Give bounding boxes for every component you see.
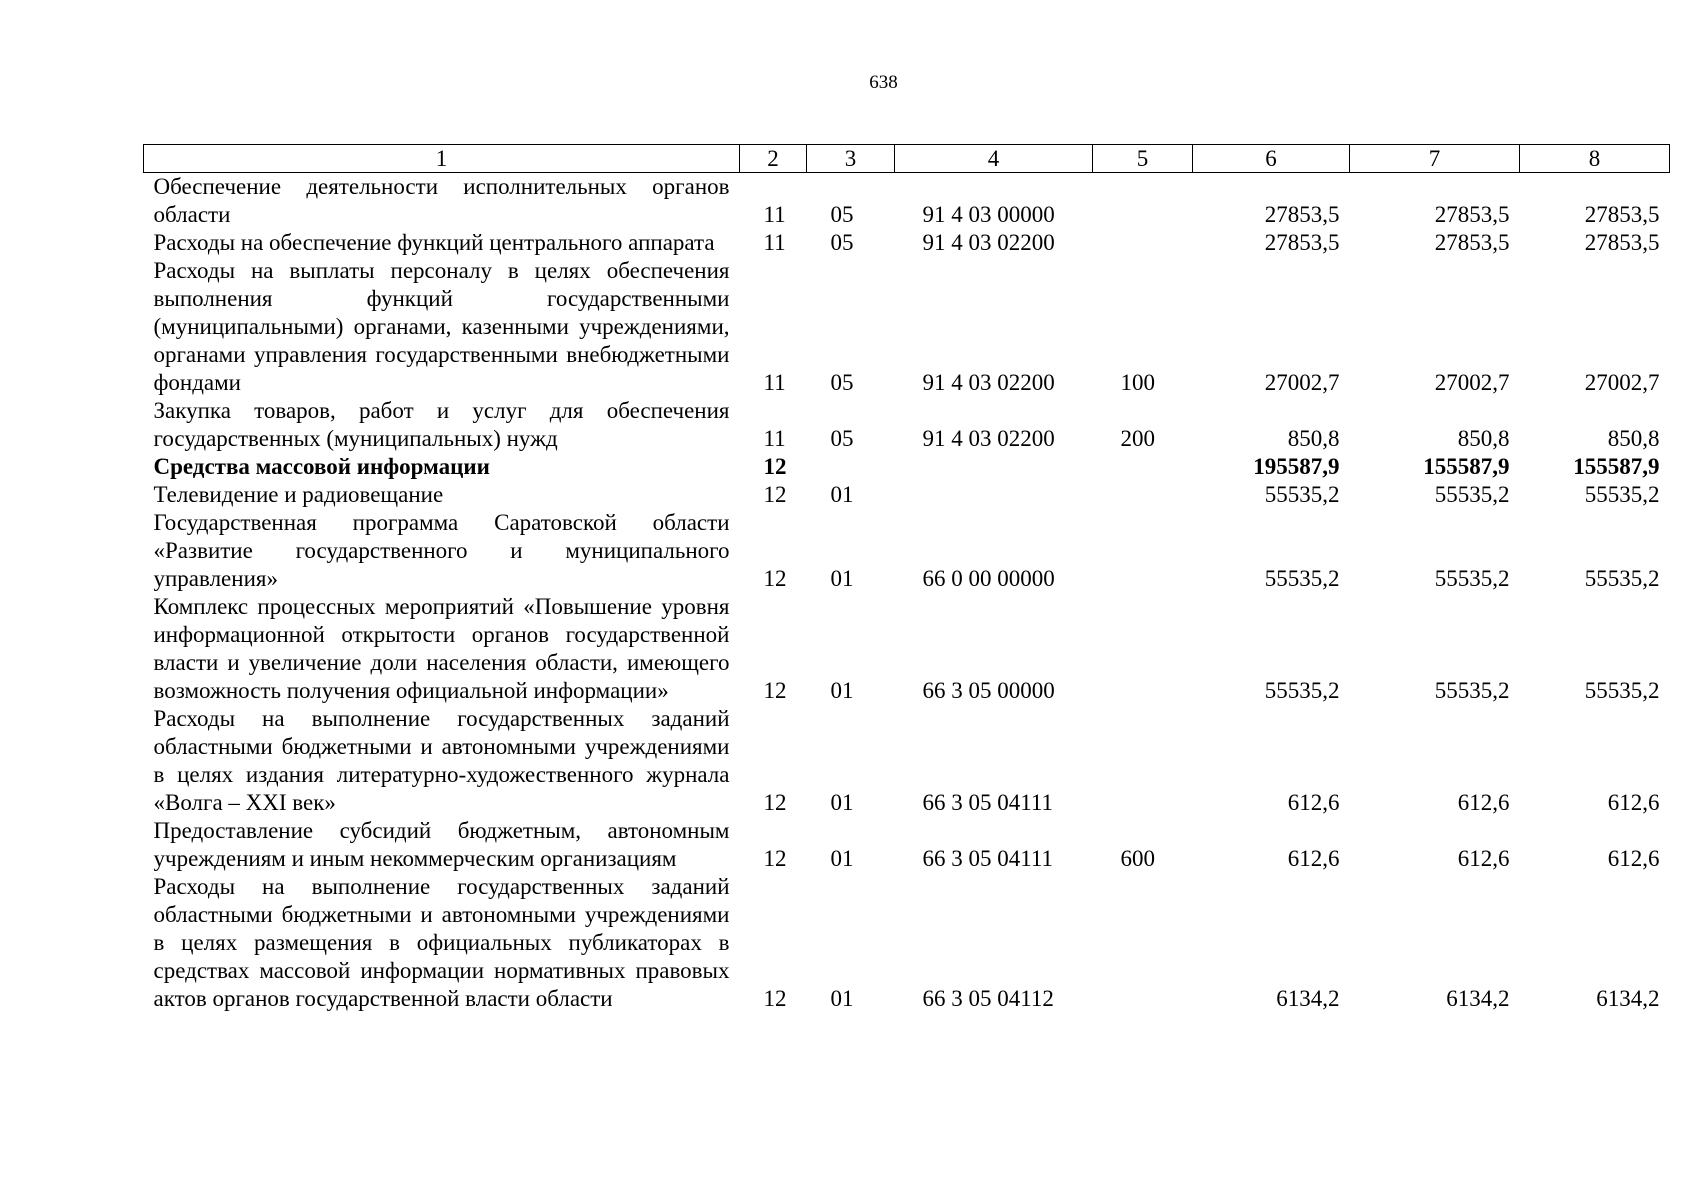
row-value-8: 27853,5 (1584, 202, 1660, 227)
row-target-article: 66 3 05 00000 (922, 678, 1055, 703)
row-target-article (895, 453, 1093, 481)
row-value-6: 27002,7 (1264, 370, 1340, 395)
row-name: Расходы на выплаты персоналу в целях обеспечения выполнения функций государственными (муниципальными) органами, казенными учреждениями, органами управления государственными внебюджетными фондами (153, 258, 730, 395)
column-header-3: 3 (807, 145, 895, 173)
row-value-6: 195587,9 (1253, 454, 1340, 479)
table-row (144, 173, 1670, 230)
row-section: 11 (763, 230, 786, 255)
table-row (144, 873, 1670, 1013)
row-expense-type: 600 (1120, 846, 1155, 871)
table-row (144, 705, 1670, 817)
row-section: 12 (763, 986, 787, 1011)
row-name: Комплекс процессных мероприятий «Повышение уровня информационной открытости органов государственной власти и увеличение доли населения области, имеющего возможность получения официальной информации» (153, 594, 730, 703)
page-number: 638 (869, 72, 898, 93)
column-header-1: 1 (144, 145, 740, 173)
row-value-7: 612,6 (1457, 790, 1510, 815)
row-subsection: 01 (830, 678, 854, 703)
row-expense-type (1093, 229, 1193, 257)
row-target-article: 91 4 03 02200 (922, 426, 1055, 451)
row-value-8: 27002,7 (1584, 370, 1660, 395)
table-row (144, 397, 1670, 453)
row-value-6: 55535,2 (1264, 678, 1340, 703)
row-value-6: 27853,5 (1264, 230, 1340, 255)
row-name: Расходы на выполнение государственных заданий областными бюджетными и автономными учреждениями в целях размещения в официальных публикаторах в средствах массовой информации нормативных правовых актов органов государственной власти области (153, 874, 730, 1011)
row-expense-type (1093, 705, 1193, 817)
table-row (144, 257, 1670, 397)
row-value-7: 55535,2 (1434, 482, 1510, 507)
row-value-7: 6134,2 (1446, 986, 1510, 1011)
row-section: 12 (763, 566, 787, 591)
row-value-8: 55535,2 (1584, 566, 1660, 591)
row-value-6: 6134,2 (1276, 986, 1340, 1011)
row-section: 12 (763, 678, 787, 703)
row-section: 12 (763, 454, 787, 479)
row-section: 12 (763, 482, 787, 507)
column-header-7: 7 (1350, 145, 1520, 173)
row-value-6: 55535,2 (1264, 482, 1340, 507)
row-value-8: 27853,5 (1584, 230, 1660, 255)
row-expense-type (1093, 593, 1193, 705)
row-name: Средства массовой информации (153, 454, 490, 479)
row-value-6: 612,6 (1287, 790, 1340, 815)
row-target-article: 66 0 00 00000 (922, 566, 1055, 591)
row-target-article: 66 3 05 04111 (922, 790, 1054, 815)
column-header-6: 6 (1193, 145, 1350, 173)
row-subsection: 01 (830, 790, 854, 815)
row-target-article (895, 481, 1093, 509)
row-section: 11 (763, 426, 786, 451)
row-name: Расходы на выполнение государственных заданий областными бюджетными и автономными учреждениями в целях издания литературно-художественного журнала «Волга – XXI век» (153, 706, 730, 815)
row-section: 12 (763, 790, 787, 815)
row-subsection: 01 (830, 986, 854, 1011)
row-value-8: 55535,2 (1584, 482, 1660, 507)
row-section: 11 (763, 370, 786, 395)
table-row (144, 817, 1670, 873)
row-expense-type (1093, 173, 1193, 230)
row-subsection: 01 (830, 482, 854, 507)
row-value-8: 850,8 (1607, 426, 1660, 451)
row-section: 11 (763, 202, 786, 227)
row-expense-type (1093, 873, 1193, 1013)
row-subsection (807, 453, 895, 481)
table-row (144, 229, 1670, 257)
row-expense-type (1093, 509, 1193, 593)
row-value-7: 27853,5 (1434, 230, 1510, 255)
row-target-article: 66 3 05 04112 (922, 986, 1054, 1011)
row-value-7: 155587,9 (1423, 454, 1510, 479)
row-target-article: 91 4 03 00000 (922, 202, 1055, 227)
row-value-7: 850,8 (1457, 426, 1510, 451)
row-target-article: 91 4 03 02200 (922, 230, 1055, 255)
row-name: Предоставление субсидий бюджетным, автономным учреждениям и иным некоммерческим организациям (153, 818, 730, 871)
row-subsection: 05 (830, 370, 854, 395)
table-row (144, 593, 1670, 705)
row-expense-type: 100 (1120, 370, 1155, 395)
row-value-8: 155587,9 (1573, 454, 1660, 479)
row-name: Государственная программа Саратовской области «Развитие государственного и муниципального управления» (153, 510, 730, 591)
row-name: Расходы на обеспечение функций центрального аппарата (153, 230, 715, 255)
row-value-7: 27002,7 (1434, 370, 1510, 395)
row-name: Закупка товаров, работ и услуг для обеспечения государственных (муниципальных) нужд (153, 398, 730, 451)
row-value-7: 55535,2 (1434, 566, 1510, 591)
table-row (144, 453, 1670, 481)
row-value-7: 612,6 (1457, 846, 1510, 871)
table-row (144, 481, 1670, 509)
table-row (144, 509, 1670, 593)
row-value-8: 6134,2 (1596, 986, 1660, 1011)
column-header-8: 8 (1520, 145, 1670, 173)
row-value-7: 55535,2 (1434, 678, 1510, 703)
row-value-8: 55535,2 (1584, 678, 1660, 703)
row-target-article: 91 4 03 02200 (922, 370, 1055, 395)
row-subsection: 05 (830, 202, 854, 227)
budget-table (143, 144, 1670, 1013)
row-subsection: 01 (830, 846, 854, 871)
column-header-5: 5 (1093, 145, 1193, 173)
row-value-8: 612,6 (1607, 846, 1660, 871)
row-subsection: 01 (830, 566, 854, 591)
row-value-6: 55535,2 (1264, 566, 1340, 591)
row-value-7: 27853,5 (1434, 202, 1510, 227)
row-value-6: 612,6 (1287, 846, 1340, 871)
row-name: Телевидение и радиовещание (153, 482, 444, 507)
row-target-article: 66 3 05 04111 (922, 846, 1054, 871)
row-name: Обеспечение деятельности исполнительных органов области (153, 174, 730, 227)
row-expense-type: 200 (1120, 426, 1155, 451)
row-expense-type (1093, 481, 1193, 509)
row-value-8: 612,6 (1607, 790, 1660, 815)
row-section: 12 (763, 846, 787, 871)
column-header-4: 4 (895, 145, 1093, 173)
row-subsection: 05 (830, 230, 854, 255)
row-value-6: 27853,5 (1264, 202, 1340, 227)
row-value-6: 850,8 (1287, 426, 1340, 451)
column-header-2: 2 (740, 145, 807, 173)
row-subsection: 05 (830, 426, 854, 451)
row-expense-type (1093, 453, 1193, 481)
table-header-row (144, 145, 1670, 173)
